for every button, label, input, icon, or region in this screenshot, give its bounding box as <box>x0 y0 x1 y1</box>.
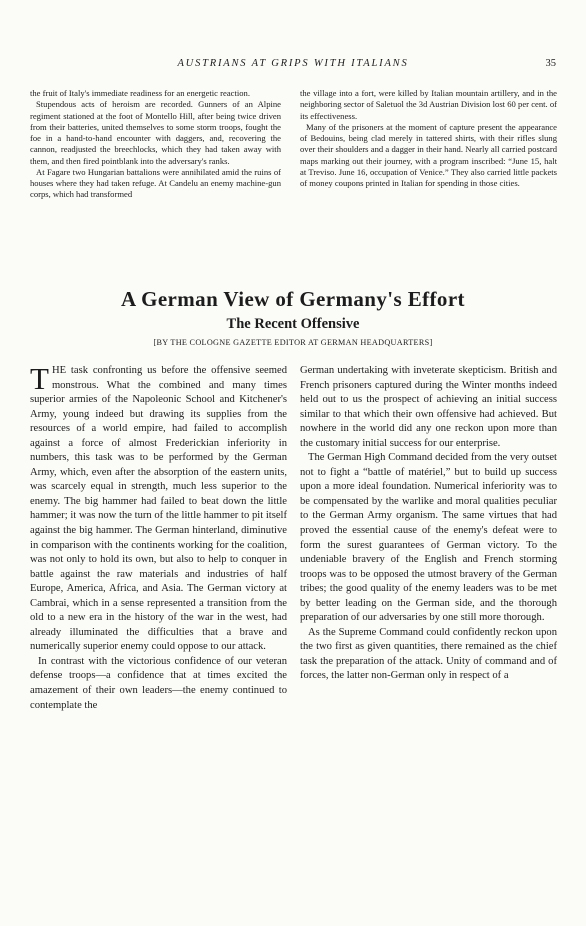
upper-left-paragraph: At Fagare two Hungarian battalions were annihilated amid the ruins of houses where they had taken refuge. At Candelu an enemy machine-gun corps, which had transformed <box>30 166 281 200</box>
running-head <box>30 58 556 74</box>
upper-left-paragraph: the fruit of Italy's immediate readiness for an energetic reaction. <box>30 88 250 98</box>
article-left-column <box>30 361 287 713</box>
upper-right-paragraph: the village into a fort, were killed by Italian mountain artillery, and in the neighboring sector of Saletuol the 3d Austrian Division lost 60 per cent. of its effectiveness. <box>300 88 557 121</box>
article-title: A German View of Germany's Effort <box>121 287 465 311</box>
upper-left-paragraph: Stupendous acts of heroism are recorded. Gunners of an Alpine regiment stationed at the foot of Montello Hill, after being twice driven from their batteries, united themselves to some storm troops, fought the foe in a hand-to-hand encounter with daggers, and, recovering the cannon, readjusted the breechlocks, which they had taken away with them, and then fired pointblank into the adversary's ranks. <box>30 99 281 166</box>
article-paragraph-text: HE task confronting us before the offensive seemed monstrous. What the combined and many times superior armies of the Napoleonic School and Kitchener's Army, young indeed but drawing its supplies from the resources of a world empire, had failed to accomplish against a force of almost Frederickian inferiority in numbers, this task was to be performed by the German Army, which, even after the absorption of the eastern units, was scarcely equal in strength, much less superior to the enemy. The big hammer had failed to beat down the little hammer; it was now the turn of the little hammer to pit itself against the big hammer. The German hinterland, diminutive in comparison with the continents working for the coalition, was not only to hold its own, but also to help to conquer in battle against the raw materials and industries of half Europe, America, Africa, and Asia. The German victory at Cambrai, which in a sense represented a transition from the old to a new era in the history of the war in the west, had already illuminated the difficulties that a brave and numerically superior enemy could oppose to our attack. <box>30 365 287 653</box>
upper-right-paragraph: Many of the prisoners at the moment of capture present the appearance of Bedouins, being clad merely in tattered shirts, with their rifles slung over their shoulders and a dagger in their hand. Nearly all carried postcard maps marking out their journey, with a program inscribed: “June 15, halt at Treviso. June 16, occupation of Venice.” They also carried little packets of money coupons printed in Italian for spending in those cities. <box>300 121 557 188</box>
article-paragraph: As the Supreme Command could confidently reckon upon the two first as given quantities, there remained as the chief task the preparation of the attack. Unity of command and of forces, the latter non-German only in respect of a <box>300 626 557 682</box>
drop-cap: T <box>30 361 49 396</box>
article-byline: [BY THE COLOGNE GAZETTE EDITOR AT GERMAN HEADQUARTERS] <box>153 338 433 347</box>
article-paragraph: In contrast with the victorious confidence of our veteran defense troops—a confidence that at times excited the amazement of their own leaders—the enemy continued to contemplate the <box>30 655 287 711</box>
article-paragraph: The German High Command decided from the very outset not to fight a “battle of matériel,” but to build up success upon a more ideal foundation. Numerical inferiority was to be compensated by the warlike and moral qualities peculiar to the German Army organism. The same virtues that had proved the essential cause of the enemy's defeat were to form the surest guarantees of German victory. To the undeniable bravery of the English and French storming troops was to be opposed the utmost bravery of the German tribes; the good quality of the enemy leaders was to be met by better leading on the German side, and the thorough preparation of our adversaries by one still more thorough. <box>300 452 557 624</box>
article-right-column <box>300 364 557 684</box>
upper-left-column <box>30 88 281 201</box>
running-title: AUSTRIANS AT GRIPS WITH ITALIANS <box>177 58 409 69</box>
upper-right-column <box>300 88 557 189</box>
article-paragraph: German undertaking with inveterate skepticism. British and French prisoners captured during the Winter months indeed held out to us the prospect of achieving an initial success similar to that which their own offensive had achieved. But nowhere in the world did any one reckon upon more than the customary initial success for our enterprise. <box>300 365 557 449</box>
article-subtitle: The Recent Offensive <box>226 316 360 332</box>
page-number: 35 <box>545 58 556 69</box>
article-paragraph <box>30 361 287 655</box>
